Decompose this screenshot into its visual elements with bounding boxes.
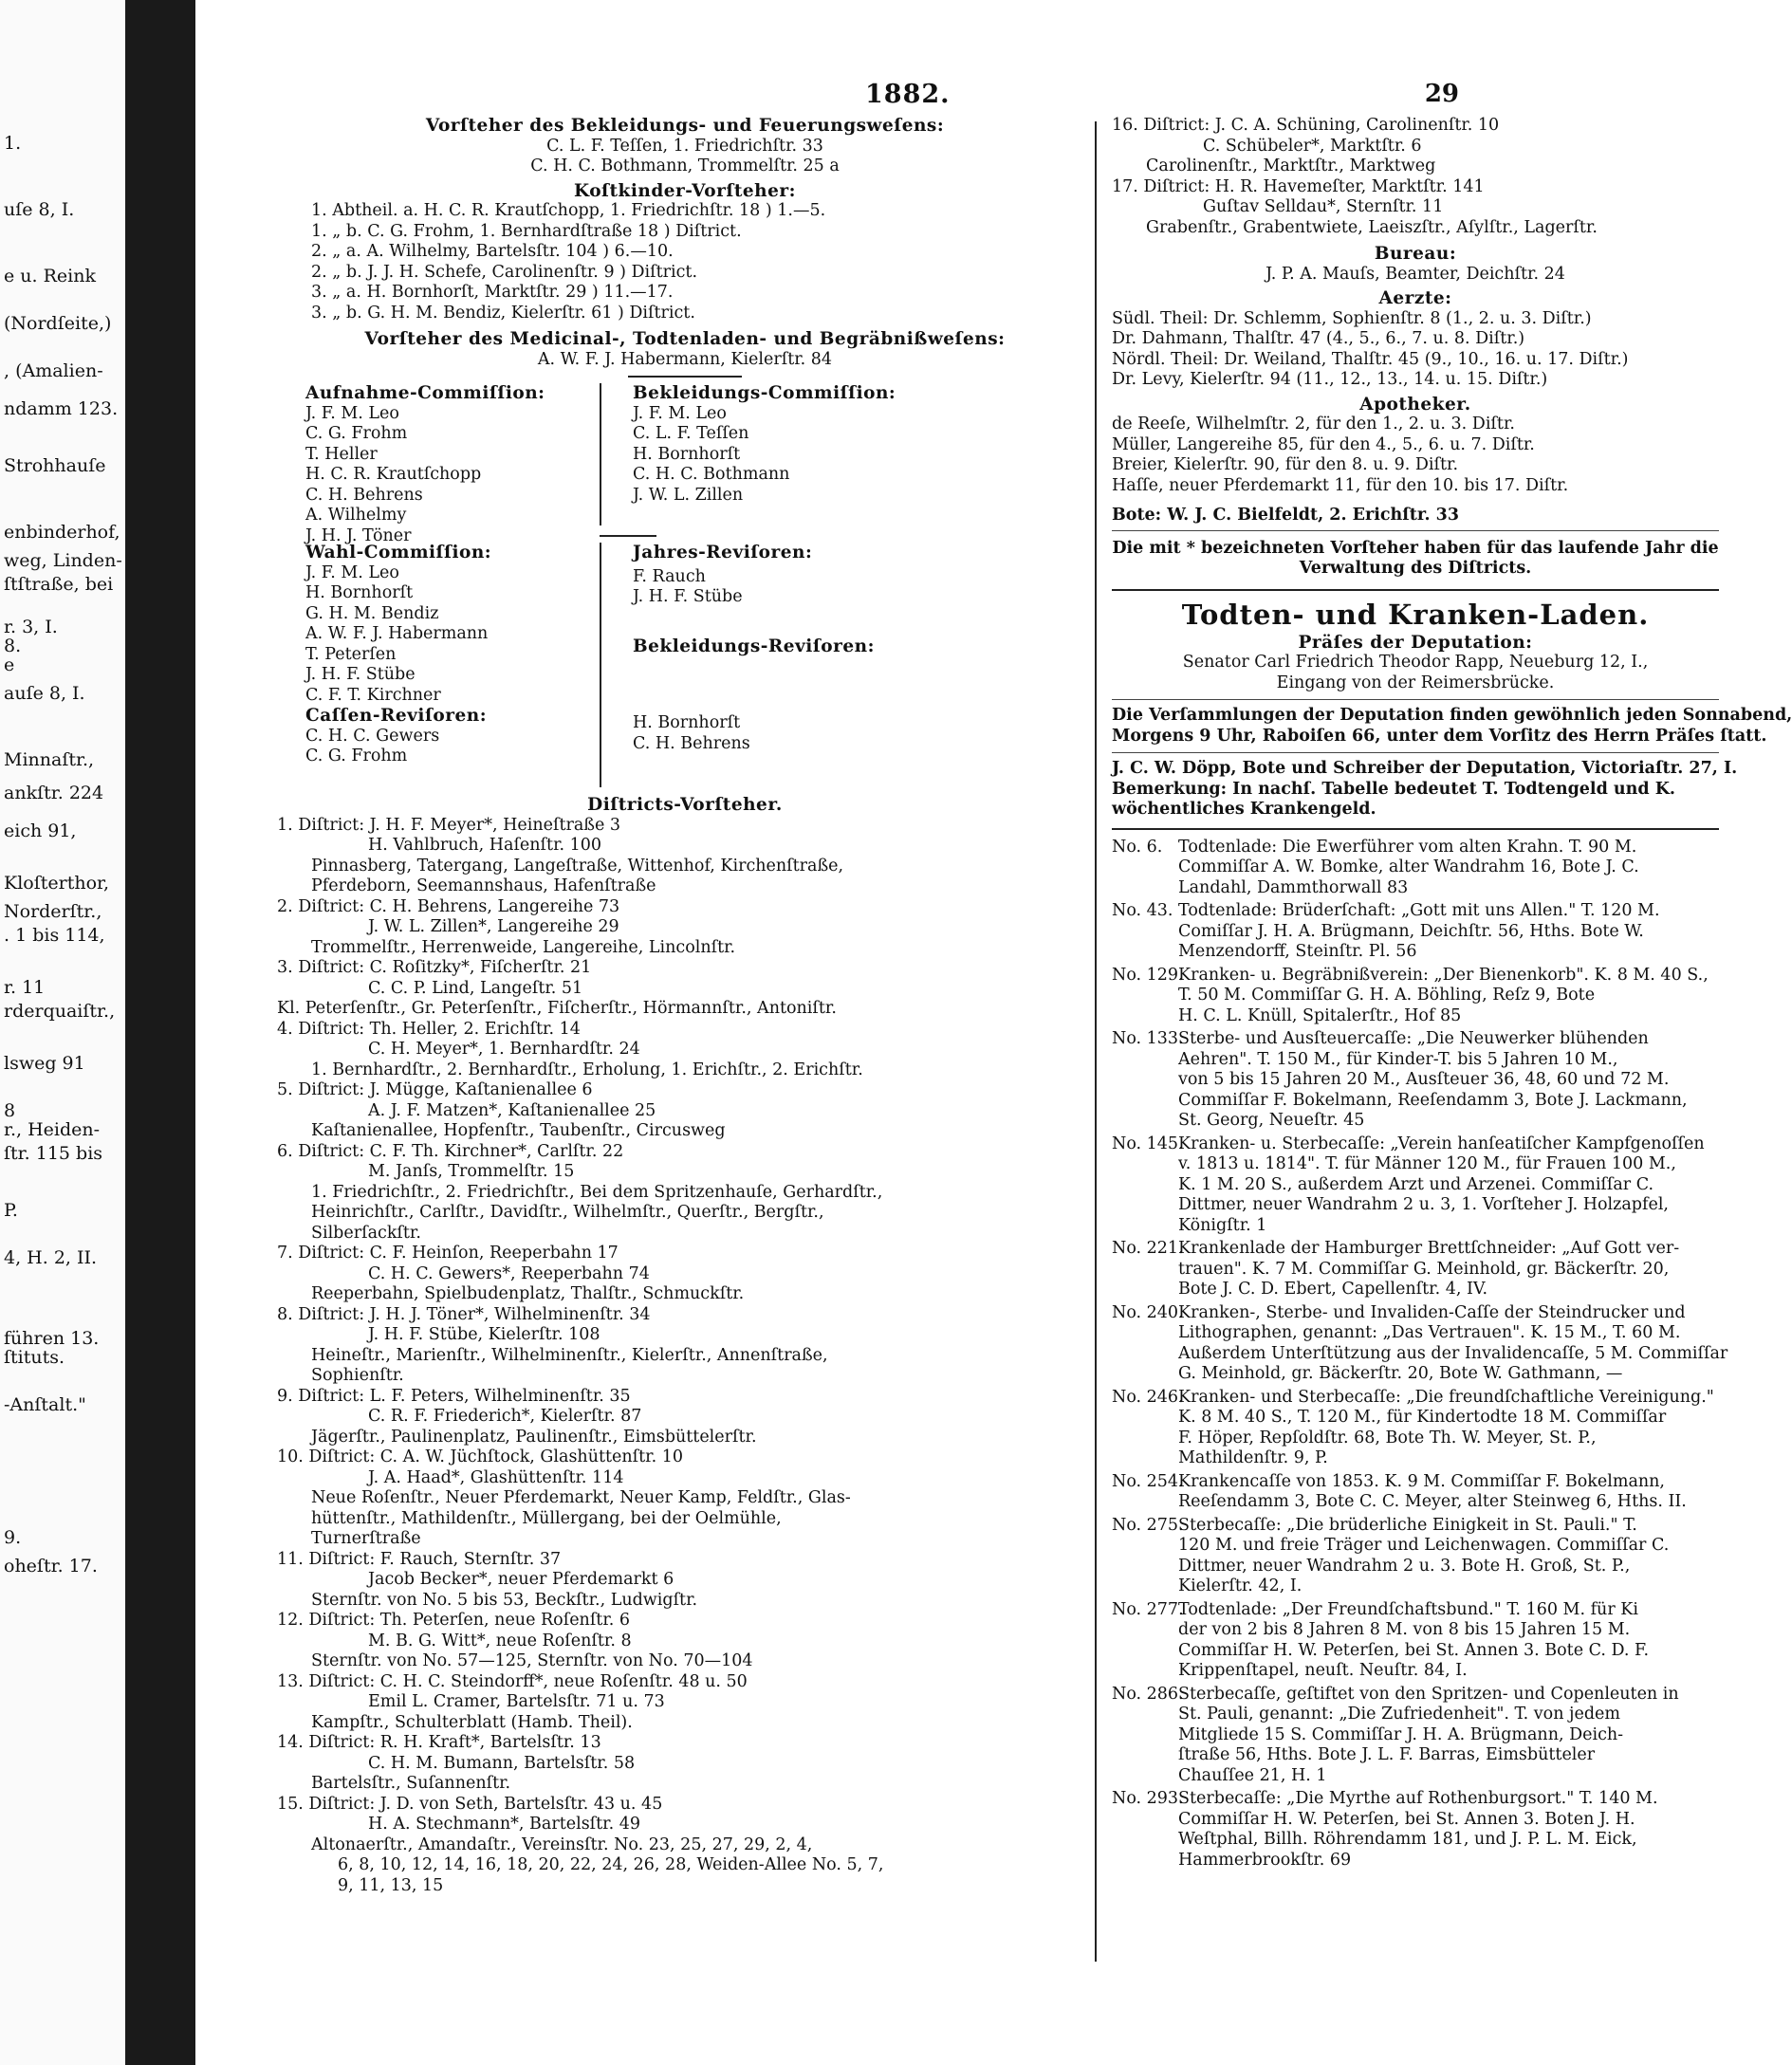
todten-laden-title: Todten- und Kranken-Laden.: [1181, 598, 1650, 631]
district-line: 5. Diſtrict: J. Mügge, Kaſtanienallee 6: [277, 1080, 593, 1099]
row-text: Landahl, Dammthorwall 83: [1178, 877, 1409, 897]
bemerkung: [1112, 780, 1719, 820]
table-row: [1112, 966, 1719, 1027]
district-line: hüttenſtr., Mathildenſtr., Müllergang, bei der Oelmühle,: [311, 1508, 782, 1528]
aufnahme-member: C. G. Frohm: [305, 424, 408, 443]
praeses-line: Senator Carl Friedrich Theodor Rapp, Neueburg 12, I.,: [1182, 653, 1649, 672]
table-row: [1112, 1029, 1719, 1132]
table-row: [1112, 1789, 1719, 1871]
row-text: Todtenlade: Brüderſchaft: „Gott mit uns Allen." T. 120 M.: [1178, 901, 1660, 920]
table-row: [1112, 1134, 1719, 1237]
district-line: 11. Diſtrict: F. Rauch, Sternſtr. 37: [277, 1549, 562, 1569]
district-line: Jägerſtr., Paulinenplatz, Paulinenſtr., Eimsbüttelerſtr.: [311, 1427, 757, 1447]
district-line: H. Vahlbruch, Haſenſtr. 100: [368, 836, 602, 855]
district-line: J. W. L. Zillen*, Langereihe 29: [368, 917, 619, 936]
row-text: Weſtphal, Billh. Röhrendamm 181, und J. P. L. M. Eick,: [1178, 1830, 1637, 1849]
wahl-member: A. W. F. J. Habermann: [305, 624, 489, 643]
previous-page-text: uſe 8, I.: [4, 199, 75, 220]
district-line: 14. Diſtrict: R. H. Kraft*, Bartelsſtr. 13: [277, 1733, 601, 1752]
district-line: Trommelſtr., Herrenweide, Langereihe, Lincolnſtr.: [311, 937, 736, 957]
cassen-heading: Caſſen-Reviſoren:: [305, 706, 488, 726]
cassen-member: C. G. Frohm: [305, 747, 408, 765]
row-number: No. 246.: [1112, 1387, 1184, 1407]
previous-page-text: Strohhauſe: [4, 455, 106, 476]
page-header: [201, 80, 1518, 118]
district-line: Emil L. Cramer, Bartelsſtr. 71 u. 73: [368, 1692, 665, 1711]
row-number: No. 286.: [1112, 1684, 1184, 1704]
versammlung-line: Die Verſammlungen der Deputation finden gewöhnlich jeden Sonnabend,: [1112, 706, 1792, 725]
commission-block-3: [277, 706, 1093, 787]
district-line: Heinrichſtr., Carlſtr., Davidſtr., Wilhelmſtr., Querſtr., Bergſtr.,: [311, 1203, 824, 1222]
cassen-member: C. H. C. Gewers: [305, 726, 440, 746]
arzt-entry: Dr. Levy, Kielerſtr. 94 (11., 12., 13., 14. u. 15. Diſtr.): [1112, 370, 1548, 389]
district-line: 1. Friedrichſtr., 2. Friedrichſtr., Bei dem Spritzenhauſe, Gerhardſtr.,: [311, 1182, 883, 1202]
district-line: 8. Diſtrict: J. H. J. Töner*, Wilhelminenſtr. 34: [277, 1304, 651, 1324]
row-number: No. 6.: [1112, 837, 1163, 857]
row-text: Aehren". T. 150 M., für Kinder-T. bis 5 Jahren 10 M.,: [1178, 1049, 1618, 1069]
wahl-list: [305, 563, 491, 707]
row-text: Sterbecaſſe: „Die Myrthe auf Rothenburgsort." T. 140 M.: [1178, 1789, 1658, 1808]
row-text: Chauſſee 21, H. 1: [1178, 1765, 1327, 1785]
row-text: Kielerſtr. 42, I.: [1178, 1576, 1302, 1595]
aufnahme-member: J. F. M. Leo: [305, 403, 399, 423]
row-number: No. 43.: [1112, 901, 1173, 920]
aufnahme-member: C. H. Behrens: [305, 485, 423, 505]
district-line: M. Janſs, Trommelſtr. 15: [368, 1162, 575, 1181]
apotheker-entry: Haſſe, neuer Pferdemarkt 11, für den 10. bis 17. Diſtr.: [1112, 475, 1569, 495]
bote-entry: Bote: W. J. C. Bielfeldt, 2. Erichſtr. 33: [1112, 506, 1460, 525]
apotheker-entry: de Reeſe, Wilhelmſtr. 2, für den 1., 2. u. 3. Diſtr.: [1112, 415, 1515, 433]
row-text: Krankencaſſe von 1853. K. 9 M. Commiſſar F. Bokelmann,: [1178, 1471, 1665, 1491]
kostkinder-entry: 2. „ b. J. J. H. Schefe, Carolinenſtr. 9 ) Diſtrict.: [311, 262, 698, 282]
section-heading-kostkinder: Koſtkinder-Vorſteher:: [574, 180, 796, 201]
previous-page-text: ſtituts.: [4, 1347, 65, 1368]
row-text: Sterbecaſſe, geſtiftet von den Spritzen- und Copenleuten in: [1178, 1684, 1679, 1704]
row-text: Sterbecaſſe: „Die brüderliche Einigkeit in St. Pauli." T.: [1178, 1515, 1637, 1535]
district-line: C. C. P. Lind, Langeſtr. 51: [368, 978, 583, 998]
row-text: St. Georg, Neueſtr. 45: [1178, 1111, 1365, 1130]
bekleidungs-commission-heading: Bekleidungs-Commiſſion:: [633, 383, 896, 403]
table-row: [1112, 1388, 1719, 1469]
previous-page-text: führen 13.: [4, 1328, 100, 1349]
district-line: Sternſtr. von No. 5 bis 53, Beckſtr., Ludwigſtr.: [311, 1590, 698, 1610]
section-heading-bekleidung: Vorſteher des Bekleidungs- und Feuerungsweſens:: [425, 116, 945, 136]
aerzte-heading: Aerzte:: [1378, 288, 1452, 308]
district-line: Pinnasberg, Tatergang, Langeſtraße, Wittenhof, Kirchenſtraße,: [311, 856, 844, 876]
district-line: A. J. F. Matzen*, Kaſtanienallee 25: [368, 1100, 656, 1120]
right-column: [1112, 116, 1792, 1873]
row-text: St. Pauli, genannt: „Die Zufriedenheit". T. von jedem: [1178, 1705, 1620, 1724]
bekleidungs-revisoren-heading: Bekleidungs-Reviſoren:: [633, 636, 875, 656]
district-line: 7. Diſtrict: C. F. Heinſon, Reeperbahn 17: [277, 1244, 619, 1263]
table-row: [1112, 1600, 1719, 1682]
district-line: 4. Diſtrict: Th. Heller, 2. Erichſtr. 14: [277, 1019, 581, 1039]
arzt-entry: Südl. Theil: Dr. Schlemm, Sophienſtr. 8 (1., 2. u. 3. Diſtr.): [1112, 308, 1592, 328]
district-line: C. R. F. Friederich*, Kielerſtr. 87: [368, 1407, 642, 1426]
bureau-heading: Bureau:: [1374, 244, 1457, 264]
district-line: Reeperbahn, Spielbudenplatz, Thalſtr., Schmuckſtr.: [311, 1284, 745, 1303]
row-text: Mitgliede 15 S. Commiſſar J. H. A. Brügmann, Deich-: [1178, 1724, 1624, 1744]
left-column: [277, 116, 1093, 1896]
kostkinder-entry: 1. Abtheil. a. H. C. R. Krautſchopp, 1. Friedrichſtr. 18 ) 1.—5.: [311, 201, 826, 220]
row-text: Todtenlade: Die Ewerführer vom alten Krahn. T. 90 M.: [1178, 837, 1637, 857]
jahres-member: J. H. F. Stübe: [633, 587, 743, 606]
row-text: K. 1 M. 20 S., außerdem Arzt und Arzenei. Commiſſar C.: [1178, 1174, 1654, 1194]
row-text: H. C. L. Knüll, Spitalerſtr., Hof 85: [1178, 1005, 1462, 1025]
doepp-entry: J. C. W. Döpp, Bote und Schreiber der Deputation, Victoriaſtr. 27, I.: [1112, 759, 1738, 778]
kostkinder-list: [277, 201, 1093, 323]
kleidung-list: [277, 137, 1093, 177]
table-row: [1112, 1239, 1719, 1300]
previous-page-fragment: [0, 0, 125, 2065]
row-number: No. 221.: [1112, 1239, 1184, 1258]
district-line: 1. Diſtrict: J. H. F. Meyer*, Heineſtraße 3: [277, 815, 621, 835]
district-line: C. Schübeler*, Marktſtr. 6: [1203, 136, 1422, 156]
row-text: Krippenſtapel, neuſt. Neuſtr. 84, I.: [1178, 1661, 1468, 1680]
district-line: Pferdeborn, Seemannshaus, Hafenſtraße: [311, 876, 656, 895]
bekleidungs-commission-member: J. W. L. Zillen: [633, 485, 744, 505]
district-line: C. H. M. Bumann, Bartelsſtr. 58: [368, 1753, 636, 1773]
row-number: No. 275.: [1112, 1515, 1184, 1535]
district-line: Turnerſtraße: [311, 1529, 421, 1548]
bekleidungs-commission-member: H. Bornhorſt: [633, 444, 741, 464]
row-text: K. 8 M. 40 S., T. 120 M., für Kindertodte 18 M. Commiſſar: [1178, 1408, 1667, 1427]
row-number: No. 133.: [1112, 1029, 1184, 1048]
previous-page-text: 8: [4, 1100, 16, 1121]
row-text: Mathildenſtr. 9, P.: [1178, 1448, 1328, 1467]
bekleidungs-commission-member: J. F. M. Leo: [633, 403, 727, 423]
row-text: Kranken- und Sterbecaſſe: „Die freundſchaftliche Vereinigung.": [1178, 1387, 1714, 1407]
row-text: Kranken- u. Begräbnißverein: „Der Bienenkorb". K. 8 M. 40 S.,: [1178, 965, 1709, 985]
commission-block-2: [277, 543, 1093, 706]
district-line: 16. Diſtrict: J. C. A. Schüning, Carolinenſtr. 10: [1112, 116, 1500, 135]
previous-page-text: oheſtr. 17.: [4, 1556, 98, 1576]
district-line: 17. Diſtrict: H. R. Havemeſter, Marktſtr. 141: [1112, 176, 1485, 196]
wahl-member: H. Bornhorſt: [305, 583, 414, 602]
previous-page-text: weg, Linden-: [4, 550, 122, 571]
previous-page-text: eich 91,: [4, 820, 77, 841]
district-line: Heineſtr., Marienſtr., Wilhelminenſtr., Kielerſtr., Annenſtraße,: [311, 1345, 828, 1365]
row-text: Commiſſar A. W. Bomke, alter Wandrahm 16, Bote J. C.: [1178, 857, 1639, 876]
bemerkung-line: wöchentliches Krankengeld.: [1112, 800, 1376, 819]
district-continuation: [1112, 116, 1719, 238]
wahl-member: J. F. M. Leo: [305, 562, 399, 582]
district-line: Bartelsſtr., Suſannenſtr.: [311, 1774, 511, 1793]
row-text: F. Höper, Repſoldſtr. 68, Bote Th. W. Meyer, St. P.,: [1178, 1428, 1597, 1447]
commission-block-1: [277, 383, 1093, 545]
cassen-list: [305, 727, 487, 767]
wahl-member: G. H. M. Bendiz: [305, 603, 439, 623]
district-line: 10. Diſtrict: C. A. W. Jüchſtock, Glashüttenſtr. 10: [277, 1447, 683, 1466]
district-line: 9. Diſtrict: L. F. Peters, Wilhelminenſtr. 35: [277, 1386, 631, 1406]
district-line: Kaſtanienallee, Hopfenſtr., Taubenſtr., Circusweg: [311, 1121, 726, 1140]
previous-page-text: rderquaiſtr.,: [4, 1001, 116, 1022]
district-line: 6. Diſtrict: C. F. Th. Kirchner*, Carlſtr. 22: [277, 1141, 624, 1161]
previous-page-text: r. 3, I.: [4, 617, 58, 637]
row-text: Lithographen, genannt: „Das Vertrauen". K. 15 M., T. 60 M.: [1178, 1323, 1681, 1342]
row-text: trauen". K. 7 M. Commiſſar G. Meinhold, gr. Bäckerſtr. 20,: [1178, 1259, 1670, 1279]
row-text: G. Meinhold, gr. Bäckerſtr. 20, Bote W. Gathmann, —: [1178, 1364, 1623, 1383]
previous-page-text: r. 11: [4, 977, 46, 998]
district-line: Kl. Peterſenſtr., Gr. Peterſenſtr., Fiſcherſtr., Hörmannſtr., Antoniſtr.: [277, 999, 837, 1018]
district-line: 2. Diſtrict: C. H. Behrens, Langereihe 73: [277, 896, 620, 916]
jahres-list: [633, 567, 875, 608]
versammlung-line: Morgens 9 Uhr, Raboiſen 66, unter dem Vorſitz des Herrn Präſes ſtatt.: [1112, 726, 1767, 746]
aufnahme-list: [305, 404, 545, 547]
aufnahme-heading: Aufnahme-Commiſſion:: [305, 383, 545, 403]
aufnahme-member: T. Heller: [305, 444, 378, 464]
previous-page-text: (Nordſeite,): [4, 313, 112, 334]
row-number: No. 240.: [1112, 1302, 1184, 1322]
previous-page-text: P.: [4, 1200, 18, 1221]
district-line: J. H. F. Stübe, Kielerſtr. 108: [368, 1325, 600, 1344]
district-line: Jacob Becker*, neuer Pferdemarkt 6: [368, 1570, 674, 1589]
district-line: Guſtav Selldau*, Sternſtr. 11: [1203, 197, 1444, 216]
bemerkung-line: Bemerkung: In nachſ. Tabelle bedeutet T. Todtengeld und K.: [1112, 779, 1675, 799]
kleidung-entry: C. L. F. Teſſen, 1. Friedrichſtr. 33: [546, 136, 823, 156]
row-text: Krankenlade der Hamburger Brettſchneider: „Auf Gott ver-: [1178, 1239, 1680, 1258]
row-text: ſtraße 56, Hths. Bote J. L. F. Barras, Eimsbütteler: [1178, 1745, 1596, 1764]
row-text: Dittmer, neuer Wandrahm 2 u. 3, 1. Vorſteher J. Holzapfel,: [1178, 1195, 1669, 1214]
bekleidungs-revisoren-list: [633, 713, 750, 754]
bureau-entry: J. P. A. Mauſs, Beamter, Deichſtr. 24: [1265, 264, 1565, 284]
district-line: Carolinenſtr., Marktſtr., Marktweg: [1146, 157, 1436, 175]
row-text: Commiſſar H. W. Peterſen, bei St. Annen 3. Boten J. H.: [1178, 1809, 1635, 1829]
row-text: Dittmer, neuer Wandrahm 2 u. 3. Bote H. Groß, St. P.,: [1178, 1556, 1631, 1576]
row-text: Reeſendamm 3, Bote C. C. Meyer, alter Steinweg 6, Hths. II.: [1178, 1492, 1687, 1511]
row-text: Außerdem Unterſtützung aus der Invalidencaſſe, 5 M. Commiſſar: [1178, 1343, 1728, 1363]
previous-page-text: Kloſterthor,: [4, 873, 110, 894]
district-list: [277, 816, 1093, 1897]
previous-page-text: enbinderhof,: [4, 522, 120, 543]
wahl-member: J. H. F. Stübe: [305, 665, 416, 684]
kostkinder-entry: 3. „ a. H. Bornhorſt, Marktſtr. 29 ) 11.—17.: [311, 283, 674, 302]
previous-page-text: lsweg 91: [4, 1053, 85, 1074]
row-number: No. 277.: [1112, 1599, 1184, 1619]
kleidung-entry: C. H. C. Bothmann, Trommelſtr. 25 a: [530, 157, 840, 175]
row-text: Hammerbrookſtr. 69: [1178, 1850, 1352, 1870]
row-number: No. 129.: [1112, 965, 1184, 985]
todtenladen-table: [1112, 837, 1728, 1871]
row-text: der von 2 bis 8 Jahren 8 M. von 8 bis 15 Jahren 15 M.: [1178, 1620, 1631, 1639]
apotheker-list: [1112, 415, 1719, 496]
row-number: No. 145.: [1112, 1134, 1184, 1153]
district-line: M. B. G. Witt*, neue Roſenſtr. 8: [368, 1631, 632, 1650]
wahl-member: T. Peterſen: [305, 644, 397, 664]
aufnahme-member: A. Wilhelmy: [305, 506, 407, 525]
previous-page-text: r., Heiden-: [4, 1119, 101, 1140]
praeses-heading: Präſes der Deputation:: [1298, 632, 1533, 653]
table-row: [1112, 1685, 1719, 1787]
row-text: Sterbe- und Ausſteuercaſſe: „Die Neuwerker blühenden: [1178, 1029, 1649, 1048]
row-text: Kranken-, Sterbe- und Invaliden-Caſſe der Steindrucker und: [1178, 1302, 1686, 1322]
row-text: Kranken- u. Sterbecaſſe: „Verein hanſeatiſcher Kampfgenoſſen: [1178, 1134, 1705, 1153]
page-year: 1882.: [865, 80, 951, 109]
previous-page-text: ankſtr. 224: [4, 783, 104, 803]
previous-page-text: ſtſtraße, bei: [4, 574, 114, 595]
page-number: 29: [1424, 80, 1459, 108]
praeses-line: Eingang von der Reimersbrücke.: [1276, 673, 1555, 692]
arzt-entry: Nördl. Theil: Dr. Weiland, Thalſtr. 45 (9., 10., 16. u. 17. Diſtr.): [1112, 349, 1629, 369]
district-line: Silberſackſtr.: [311, 1223, 421, 1243]
row-text: Bote J. C. D. Ebert, Capellenſtr. 4, IV.: [1178, 1280, 1488, 1299]
note-line: Die mit * bezeichneten Vorſteher haben für das laufende Jahr die: [1112, 538, 1719, 558]
kostkinder-entry: 2. „ a. A. Wilhelmy, Bartelsſtr. 104 ) 6.—10.: [311, 242, 674, 261]
district-line: Neue Roſenſtr., Neuer Pferdemarkt, Neuer Kamp, Feldſtr., Glas-: [311, 1488, 851, 1507]
previous-page-text: 1.: [4, 133, 22, 154]
row-text: Königſtr. 1: [1178, 1215, 1267, 1235]
district-line: H. A. Stechmann*, Bartelsſtr. 49: [368, 1815, 641, 1834]
table-row: [1112, 838, 1719, 899]
previous-page-text: 4, H. 2, II.: [4, 1247, 98, 1268]
arzt-entry: Dr. Dahmann, Thalſtr. 47 (4., 5., 6., 7. u. 8. Diſtr.): [1112, 329, 1525, 348]
previous-page-text: 9.: [4, 1527, 22, 1548]
previous-page-text: ſtr. 115 bis: [4, 1143, 103, 1164]
district-line: C. H. C. Gewers*, Reeperbahn 74: [368, 1263, 650, 1283]
kostkinder-entry: 1. „ b. C. G. Frohm, 1. Bernhardſtraße 18 ) Diſtrict.: [311, 221, 742, 241]
row-text: Commiſſar H. W. Peterſen, bei St. Annen 3. Bote C. D. F.: [1178, 1640, 1650, 1660]
praeses-entry: [1112, 653, 1719, 693]
district-line: Grabenſtr., Grabentwiete, Laeiszſtr., Aſylſtr., Lagerſtr.: [1146, 217, 1598, 237]
previous-page-text: . 1 bis 114,: [4, 925, 105, 946]
page: [201, 0, 1792, 2065]
row-text: 120 M. und freie Träger und Leichenwagen. Commiſſar C.: [1178, 1536, 1670, 1555]
table-row: [1112, 1516, 1719, 1597]
apotheker-heading: Apotheker.: [1359, 394, 1471, 415]
wahl-member: C. F. T. Kirchner: [305, 685, 441, 705]
district-line: C. H. Meyer*, 1. Bernhardſtr. 24: [368, 1040, 640, 1059]
apotheker-entry: Breier, Kielerſtr. 90, für den 8. u. 9. Diſtr.: [1112, 455, 1459, 474]
district-line: 3. Diſtrict: C. Roſitzky*, Fiſcherſtr. 21: [277, 958, 592, 977]
table-row: [1112, 1302, 1728, 1385]
previous-page-text: e u. Reink: [4, 266, 96, 286]
district-line: Sternſtr. von No. 57—125, Sternſtr. von No. 70—104: [311, 1651, 753, 1670]
previous-page-text: ndamm 123.: [4, 398, 119, 419]
previous-page-text: Norderſtr.,: [4, 901, 102, 922]
bekleidungs-commission-member: C. H. C. Bothmann: [633, 465, 790, 484]
district-line: Altonaerſtr., Amandaſtr., Vereinsſtr. No. 23, 25, 27, 29, 2, 4,: [311, 1835, 813, 1854]
previous-page-text: 8.: [4, 636, 22, 656]
jahres-heading: Jahres-Reviſoren:: [633, 543, 813, 562]
column-divider: [1095, 121, 1097, 1962]
section-heading-medicinal: Vorſteher des Medicinal-, Todtenladen- und Begräbnißweſens:: [364, 329, 1006, 349]
aerzte-list: [1112, 309, 1719, 391]
bekleidungs-commission-member: C. L. F. Teſſen: [633, 424, 749, 443]
row-text: Comiſſar J. H. A. Brügmann, Deichſtr. 56, Hths. Bote W.: [1178, 921, 1644, 941]
row-text: Menzendorff, Steinſtr. Pl. 56: [1178, 942, 1417, 961]
district-line: J. A. Haad*, Glashüttenſtr. 114: [368, 1467, 624, 1487]
district-line: 9, 11, 13, 15: [338, 1875, 444, 1895]
wahl-heading: Wahl-Commiſſion:: [305, 543, 492, 562]
district-line: Kampſtr., Schulterblatt (Hamb. Theil).: [311, 1712, 633, 1732]
district-line: 12. Diſtrict: Th. Peterſen, neue Roſenſtr. 6: [277, 1611, 631, 1630]
previous-page-text: -Anſtalt.": [4, 1394, 86, 1415]
previous-page-text: Minnaſtr.,: [4, 749, 95, 770]
bekleidungs-revisor: C. H. Behrens: [633, 733, 750, 753]
aufnahme-member: H. C. R. Krautſchopp: [305, 465, 482, 484]
district-line: 6, 8, 10, 12, 14, 16, 18, 20, 22, 24, 26, 28, Weiden-Allee No. 5, 7,: [338, 1855, 884, 1874]
previous-page-text: auſe 8, I.: [4, 683, 85, 704]
previous-page-text: e: [4, 655, 15, 675]
note: [1112, 539, 1719, 580]
jahres-member: F. Rauch: [633, 566, 706, 586]
districts-heading: Diſtricts-Vorſteher.: [587, 795, 783, 815]
row-text: v. 1813 u. 1814". T. für Männer 120 M., für Frauen 100 M.,: [1178, 1154, 1676, 1173]
district-line: 13. Diſtrict: C. H. C. Steindorff*, neue Roſenſtr. 48 u. 50: [277, 1671, 748, 1691]
kostkinder-entry: 3. „ b. G. H. M. Bendiz, Kielerſtr. 61 ) Diſtrict.: [311, 303, 695, 323]
row-text: T. 50 M. Commiſſar G. H. A. Böhling, Reſz 9, Bote: [1178, 986, 1596, 1005]
row-number: No. 254.: [1112, 1471, 1184, 1491]
aufnahme-member: J. H. J. Töner: [305, 525, 412, 545]
row-number: No. 293.: [1112, 1789, 1184, 1808]
bekleidungs-revisor: H. Bornhorſt: [633, 713, 741, 732]
apotheker-entry: Müller, Langereihe 85, für den 4., 5., 6. u. 7. Diſtr.: [1112, 434, 1535, 454]
table-row: [1112, 1472, 1719, 1513]
row-text: von 5 bis 15 Jahren 20 M., Ausſteuer 36, 48, 60 und 72 M.: [1178, 1070, 1670, 1089]
district-line: 1. Bernhardſtr., 2. Bernhardſtr., Erholung, 1. Erichſtr., 2. Erichſtr.: [311, 1060, 863, 1079]
district-line: Sophienſtr.: [311, 1366, 404, 1385]
versammlung-note: [1112, 706, 1792, 747]
row-text: Todtenlade: „Der Freundſchaftsbund." T. 160 M. für Ki: [1178, 1599, 1638, 1619]
note-line: Verwaltung des Diſtricts.: [1299, 559, 1532, 578]
previous-page-text: , (Amalien-: [4, 360, 103, 381]
medicinal-entry: A. W. F. J. Habermann, Kielerſtr. 84: [537, 349, 833, 369]
row-text: Commiſſar F. Bokelmann, Reeſendamm 3, Bote J. Lackmann,: [1178, 1090, 1688, 1110]
table-row: [1112, 901, 1719, 963]
district-line: 15. Diſtrict: J. D. von Seth, Bartelsſtr. 43 u. 45: [277, 1794, 663, 1814]
bekleidungs-commission-list: [633, 404, 896, 507]
